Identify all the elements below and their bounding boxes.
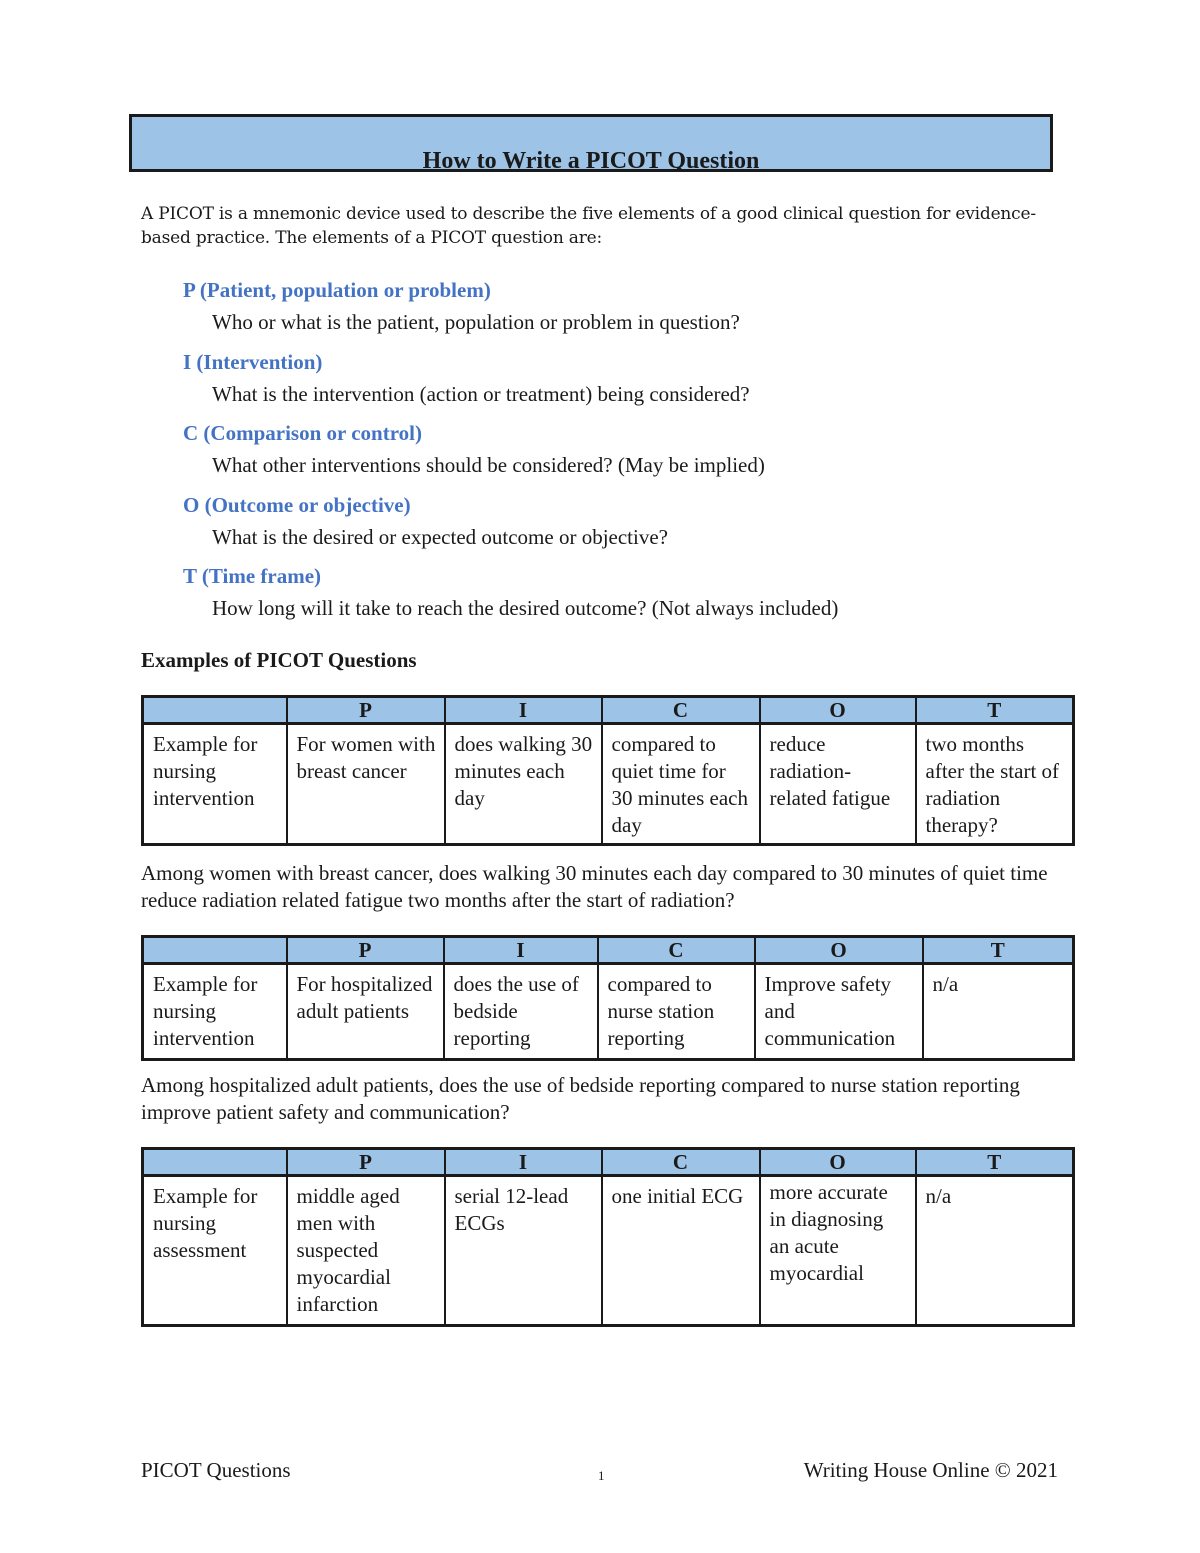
table-cell: does the use of bedside reporting xyxy=(444,964,598,1060)
element-o xyxy=(183,491,1083,563)
header-cell: T xyxy=(916,697,1074,724)
element-description: How long will it take to reach the desired outcome? (Not always included) xyxy=(212,596,839,620)
table-cell: more accurate in diagnosing an acute myocardial xyxy=(760,1176,916,1326)
footer-copyright: Writing House Online © 2021 xyxy=(803,1458,1058,1482)
table-cell: For hospitalized adult patients xyxy=(287,964,444,1060)
element-description: What is the intervention (action or treatment) being considered? xyxy=(212,381,750,406)
picot-elements-list xyxy=(183,276,1083,634)
table-cell: n/a xyxy=(916,1176,1074,1326)
table-cell: Example for nursing intervention xyxy=(143,724,287,845)
header-cell: T xyxy=(916,1149,1074,1176)
header-cell: C xyxy=(598,937,755,964)
table-cell: does walking 30 minutes each day xyxy=(445,724,602,845)
table-cell: compared to quiet time for 30 minutes each day xyxy=(602,724,760,845)
header-cell: C xyxy=(602,1149,760,1176)
table-cell: n/a xyxy=(923,964,1074,1060)
header-cell xyxy=(143,1149,287,1176)
picot-table-1 xyxy=(141,695,1075,846)
intro-paragraph: A PICOT is a mnemonic device used to describe the five elements of a good clinical question for evidence-based practice. The elements of a PICOT question are: xyxy=(141,204,1036,248)
picot-table-3 xyxy=(141,1147,1075,1327)
header-cell: O xyxy=(760,1149,916,1176)
table-cell: Improve safety and communication xyxy=(755,964,923,1060)
header-cell: I xyxy=(445,697,602,724)
table-row xyxy=(143,964,1074,1060)
header-cell: P xyxy=(287,937,444,964)
table-cell: two months after the start of radiation therapy? xyxy=(916,724,1074,845)
element-heading: T (Time frame) xyxy=(183,564,322,588)
table-row xyxy=(143,724,1074,845)
element-heading: I (Intervention) xyxy=(183,349,323,374)
element-description: What other interventions should be considered? (May be implied) xyxy=(212,453,765,477)
header-cell: I xyxy=(445,1149,602,1176)
element-heading: O (Outcome or objective) xyxy=(183,492,411,517)
title-box xyxy=(129,114,1053,172)
element-i xyxy=(183,348,1083,420)
table-row xyxy=(143,1176,1074,1326)
page-title: How to Write a PICOT Question xyxy=(422,148,760,174)
table-cell: For women with breast cancer xyxy=(287,724,445,845)
example-sentence-2: Among hospitalized adult patients, does the use of bedside reporting compared to nurse station reporting improve patient safety and communication? xyxy=(141,1073,1020,1124)
header-cell xyxy=(143,937,287,964)
element-description: Who or what is the patient, population or problem in question? xyxy=(212,310,740,334)
table-cell: Example for nursing intervention xyxy=(143,964,287,1060)
footer-page-number: 1 xyxy=(598,1468,605,1483)
footer-document-title: PICOT Questions xyxy=(141,1458,291,1482)
header-cell: T xyxy=(923,937,1074,964)
table-cell: compared to nurse station reporting xyxy=(598,964,755,1060)
header-cell: P xyxy=(287,1149,445,1176)
header-cell: O xyxy=(760,697,916,724)
table-cell: Example for nursing assessment xyxy=(143,1176,287,1326)
element-heading: P (Patient, population or problem) xyxy=(183,278,491,302)
table-header-row xyxy=(143,937,1074,964)
table-cell: one initial ECG xyxy=(602,1176,760,1326)
table-cell: reduce radiation-related fatigue xyxy=(760,724,916,845)
header-cell: O xyxy=(755,937,923,964)
element-t xyxy=(183,562,1083,634)
element-p xyxy=(183,276,1083,348)
header-cell: C xyxy=(602,697,760,724)
table-cell: serial 12-lead ECGs xyxy=(445,1176,602,1326)
element-description: What is the desired or expected outcome or objective? xyxy=(212,524,668,549)
example-sentence-1: Among women with breast cancer, does walking 30 minutes each day compared to 30 minutes of quiet time reduce radiation related fatigue two months after the start of radiation? xyxy=(141,861,1048,912)
table-cell: middle aged men with suspected myocardial infarction xyxy=(287,1176,445,1326)
table-header-row xyxy=(143,697,1074,724)
element-heading: C (Comparison or control) xyxy=(183,421,422,445)
element-c xyxy=(183,419,1083,491)
header-cell: I xyxy=(444,937,598,964)
header-cell xyxy=(143,697,287,724)
examples-heading: Examples of PICOT Questions xyxy=(141,648,417,672)
picot-table-2 xyxy=(141,935,1075,1061)
table-header-row xyxy=(143,1149,1074,1176)
header-cell: P xyxy=(287,697,445,724)
